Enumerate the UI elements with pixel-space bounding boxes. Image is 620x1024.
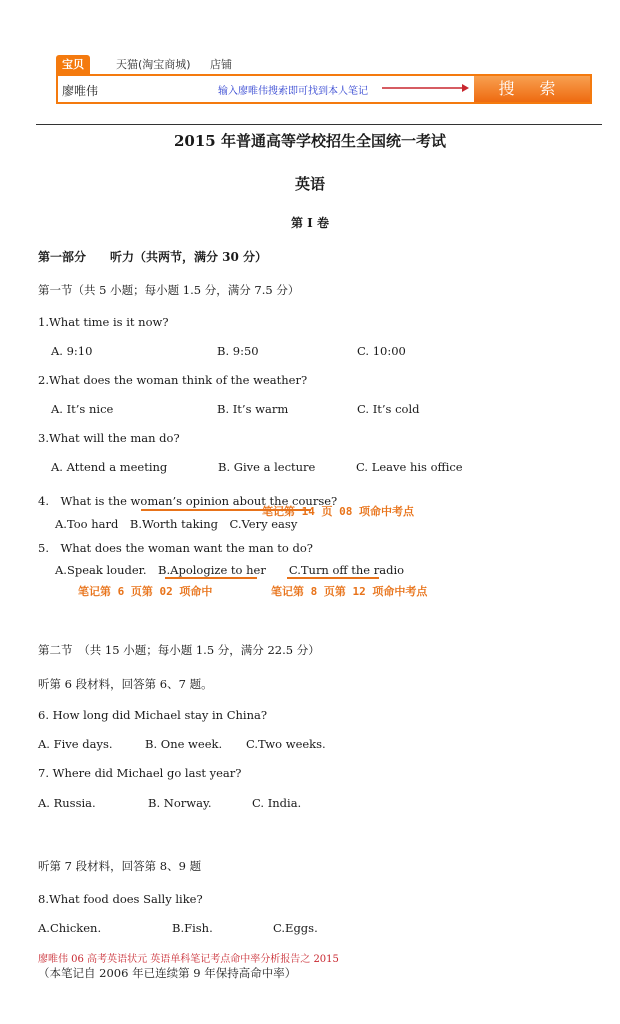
footer-report-line: 廖唯伟 06 高考英语状元 英语单科笔记考点命中率分析报告之 2015: [38, 954, 339, 965]
passage-instruction: 听第 7 段材料，回答第 8、9 题: [38, 859, 202, 873]
section2-title: 第二节 （共 15 小题；每小题 1.5 分，满分 22.5 分）: [38, 643, 320, 657]
question-stem: 3.What will the man do?: [38, 431, 180, 445]
search-box: [56, 74, 592, 104]
option-b: B.Fish.: [172, 921, 213, 935]
part1-title: 第一部分 听力（共两节，满分 30 分）: [38, 250, 268, 264]
highlight-underline: [287, 577, 379, 579]
question-stem: 1.What time is it now?: [38, 315, 169, 329]
option-a: A. Five days.: [38, 737, 113, 751]
tab-shop[interactable]: 店铺: [210, 58, 232, 71]
search-button[interactable]: 搜 索: [474, 76, 590, 102]
passage-instruction: 听第 6 段材料，回答第 6、7 题。: [38, 677, 213, 691]
option-c: C.Eggs.: [273, 921, 318, 935]
question-stem: 5. What does the woman want the man to do?: [38, 541, 313, 555]
option-b: B. It’s warm: [217, 402, 289, 416]
note-annotation: 笔记第 6 页第 02 项命中: [78, 585, 213, 598]
note-annotation: 笔记第 8 页第 12 项命中考点: [271, 585, 428, 598]
question-stem: 4. What is the woman’s opinion about the course?: [38, 494, 338, 508]
tab-baobei[interactable]: 宝贝: [56, 55, 90, 75]
option-b: B. Norway.: [148, 796, 212, 810]
arrow-right-icon: [380, 81, 470, 95]
search-tabs: [56, 55, 592, 75]
volume-title: 第 I 卷: [291, 216, 329, 230]
option-b: B. One week.: [145, 737, 223, 751]
option-b: B. 9:50: [217, 344, 259, 358]
exam-title: 2015 年普通高等学校招生全国统一考试: [174, 132, 446, 150]
option-c: C. 10:00: [357, 344, 406, 358]
option-c: C. It’s cold: [357, 402, 420, 416]
option-a: A. It’s nice: [51, 402, 114, 416]
option-a: A.Chicken.: [38, 921, 102, 935]
question-stem: 6. How long did Michael stay in China?: [38, 708, 268, 722]
option-a: A. Russia.: [38, 796, 96, 810]
note-annotation: 笔记第 14 页 08 项命中考点: [262, 505, 414, 518]
question-stem: 2.What does the woman think of the weather?: [38, 373, 308, 387]
footer-note-line: （本笔记自 2006 年已连续第 9 年保持高命中率）: [38, 966, 297, 980]
option-a: A. 9:10: [51, 344, 93, 358]
section1-title: 第一节（共 5 小题；每小题 1.5 分，满分 7.5 分）: [38, 283, 300, 297]
tab-tmall[interactable]: 天猫(淘宝商城): [116, 58, 191, 71]
option-b: B. Give a lecture: [218, 460, 316, 474]
question-options: A.Too hard B.Worth taking C.Very easy: [55, 517, 298, 531]
option-c: C. India.: [252, 796, 302, 810]
option-c: C. Leave his office: [356, 460, 463, 474]
option-c: C.Two weeks.: [246, 737, 326, 751]
option-a: A. Attend a meeting: [51, 460, 168, 474]
question-options: A.Speak louder. B.Apologize to her C.Turn off the radio: [55, 563, 405, 577]
search-hint: 输入廖唯伟搜索即可找到本人笔记: [218, 86, 368, 97]
subject-title: 英语: [294, 175, 325, 193]
question-stem: 8.What food does Sally like?: [38, 892, 203, 906]
header-divider: [36, 124, 602, 125]
highlight-underline: [165, 577, 257, 579]
question-stem: 7. Where did Michael go last year?: [38, 766, 242, 780]
